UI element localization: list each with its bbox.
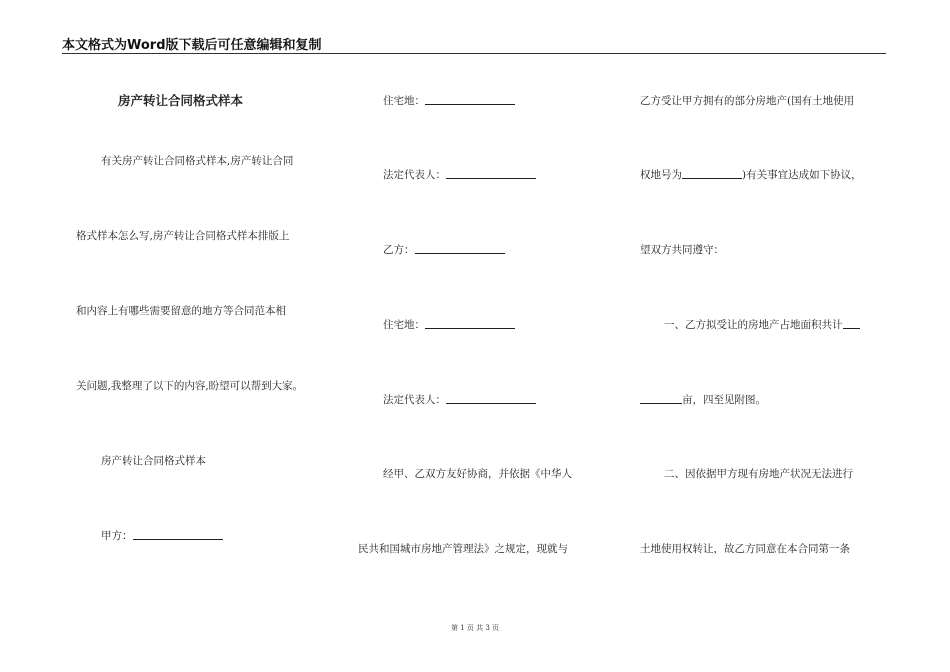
party-a-label: 甲方：: [101, 530, 133, 542]
land-number-label: 权地号为: [640, 169, 682, 181]
clause-2-line-2: 土地使用权转让，故乙方同意在本合同第一条: [640, 543, 850, 555]
legal-rep-blank-2: [446, 393, 536, 404]
agreement-line-1: 乙方受让甲方拥有的部分房地产(国有土地使用: [640, 95, 855, 107]
clause-1-rest: 亩，四至见附图。: [682, 394, 766, 406]
intro-line-1: 有关房产转让合同格式样本,房产转让合同: [101, 155, 294, 167]
negotiation-line-1: 经甲、乙双方友好协商，并依据《中华人: [383, 468, 572, 480]
party-a-blank: [133, 529, 223, 540]
page-number: 第 1 页 共 3 页: [450, 624, 500, 632]
document-title: 房产转让合同格式样本: [118, 93, 244, 108]
agreement-line-3: 望双方共同遵守：: [640, 244, 724, 256]
document-header: 本文格式为Word版下载后可任意编辑和复制: [62, 38, 322, 53]
address-label-2: 住宅地：: [383, 319, 425, 331]
party-b-line: [383, 243, 505, 257]
agreement-line-2: [640, 168, 862, 182]
agreement-line-2-rest: )有关事宜达成如下协议，: [742, 169, 862, 181]
intro-line-2: 格式样本怎么写,房产转让合同格式样本排版上: [76, 230, 290, 242]
legal-rep-label-2: 法定代表人：: [383, 394, 446, 406]
negotiation-line-2: 民共和国城市房地产管理法》之规定，现就与: [358, 543, 568, 555]
party-a-line: [101, 529, 223, 543]
section-title: 房产转让合同格式样本: [101, 455, 206, 467]
legal-rep-line-2: [383, 393, 536, 407]
area-blank-end: [640, 393, 682, 404]
land-number-blank: [682, 168, 742, 179]
address-line-1: [383, 94, 515, 108]
area-blank-start: [843, 318, 860, 329]
intro-line-3: 和内容上有哪些需要留意的地方等合同范本相: [76, 305, 286, 317]
legal-rep-label-1: 法定代表人：: [383, 169, 446, 181]
clause-1-text: 一、乙方拟受让的房地产占地面积共计: [664, 319, 843, 331]
party-b-label: 乙方：: [383, 244, 415, 256]
intro-line-4: 关问题,我整理了以下的内容,盼望可以帮到大家。: [76, 380, 304, 392]
clause-1-line-2: [640, 393, 766, 407]
address-label-1: 住宅地：: [383, 95, 425, 107]
legal-rep-blank-1: [446, 168, 536, 179]
party-b-blank: [415, 243, 505, 254]
clause-2-line-1: 二、因依据甲方现有房地产状况无法进行: [664, 468, 853, 480]
address-blank-2: [425, 318, 515, 329]
header-divider: [62, 53, 886, 54]
address-line-2: [383, 318, 515, 332]
clause-1-line-1: [664, 318, 860, 332]
address-blank-1: [425, 94, 515, 105]
legal-rep-line-1: [383, 168, 536, 182]
